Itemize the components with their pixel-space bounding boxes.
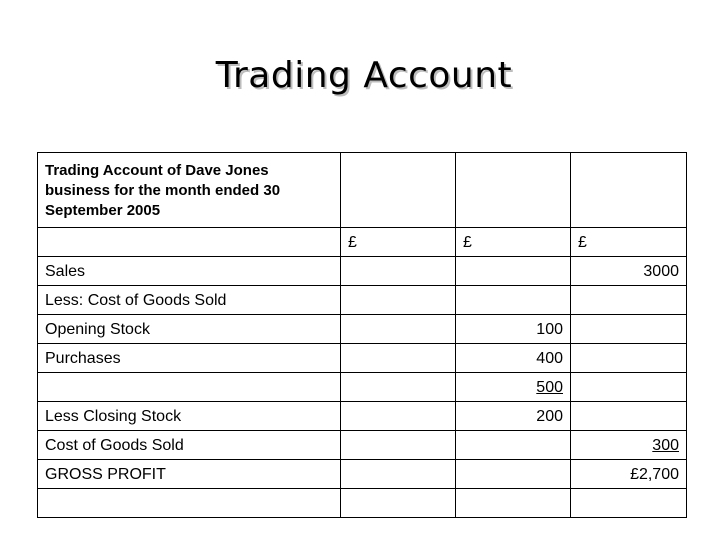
table-row xyxy=(38,286,687,315)
amount-value: 3000 xyxy=(643,262,679,280)
amount-cell xyxy=(341,402,456,431)
trading-account-table xyxy=(37,152,687,518)
amount-cell xyxy=(456,373,571,402)
table-row xyxy=(38,344,687,373)
row-label: Less Closing Stock xyxy=(38,402,341,431)
amount-cell xyxy=(341,460,456,489)
currency-label: £ xyxy=(456,228,571,257)
table-cell xyxy=(571,153,687,228)
amount-value: 500 xyxy=(536,378,563,396)
amount-cell xyxy=(571,286,687,315)
amount-cell xyxy=(456,344,571,373)
amount-cell xyxy=(456,315,571,344)
currency-label: £ xyxy=(341,228,456,257)
amount-cell xyxy=(341,315,456,344)
row-label: Opening Stock xyxy=(38,315,341,344)
table-cell xyxy=(456,153,571,228)
table-cell xyxy=(38,228,341,257)
row-label: Cost of Goods Sold xyxy=(38,431,341,460)
currency-row xyxy=(38,228,687,257)
table-row xyxy=(38,373,687,402)
amount-cell xyxy=(456,286,571,315)
table-row xyxy=(38,257,687,286)
amount-cell xyxy=(456,431,571,460)
amount-cell xyxy=(456,460,571,489)
row-label: GROSS PROFIT xyxy=(38,460,341,489)
amount-cell xyxy=(571,460,687,489)
amount-cell xyxy=(571,489,687,518)
amount-cell xyxy=(341,286,456,315)
amount-value: 200 xyxy=(536,407,563,425)
table-heading-row xyxy=(38,153,687,228)
amount-value: 300 xyxy=(652,436,679,454)
amount-cell xyxy=(341,257,456,286)
table-row xyxy=(38,431,687,460)
row-label: Less: Cost of Goods Sold xyxy=(38,286,341,315)
table-row xyxy=(38,315,687,344)
table-heading: Trading Account of Dave Jones business for the month ended 30 September 2005 xyxy=(38,153,341,228)
amount-cell xyxy=(571,373,687,402)
amount-cell xyxy=(571,315,687,344)
row-label: Purchases xyxy=(38,344,341,373)
amount-cell xyxy=(456,257,571,286)
amount-cell xyxy=(456,489,571,518)
amount-cell xyxy=(341,344,456,373)
currency-label: £ xyxy=(571,228,687,257)
table-row xyxy=(38,402,687,431)
row-label xyxy=(38,489,341,518)
table-body xyxy=(38,257,687,518)
row-label: Sales xyxy=(38,257,341,286)
amount-value: 100 xyxy=(536,320,563,338)
slide-title: Trading Account xyxy=(215,55,513,96)
amount-cell xyxy=(341,489,456,518)
amount-cell xyxy=(571,257,687,286)
row-label xyxy=(38,373,341,402)
table-row xyxy=(38,460,687,489)
amount-value: 400 xyxy=(536,349,563,367)
amount-cell xyxy=(341,431,456,460)
table-row xyxy=(38,489,687,518)
amount-cell xyxy=(571,344,687,373)
amount-cell xyxy=(571,431,687,460)
amount-cell xyxy=(571,402,687,431)
amount-cell xyxy=(341,373,456,402)
table-cell xyxy=(341,153,456,228)
amount-value: £2,700 xyxy=(630,465,679,483)
amount-cell xyxy=(456,402,571,431)
